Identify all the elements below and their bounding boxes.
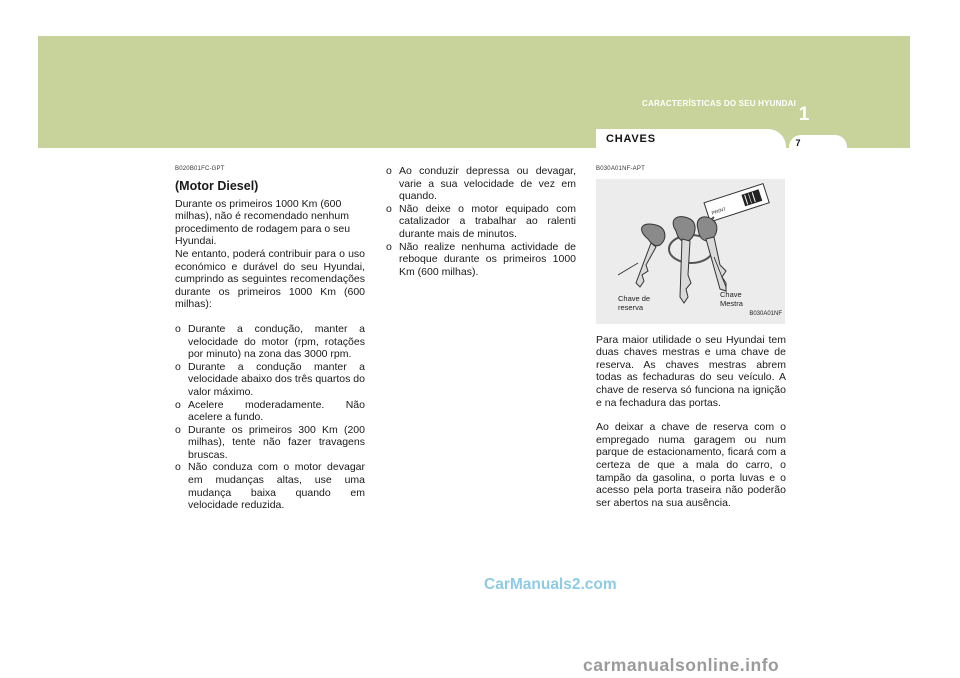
tag-text: PRINT [710, 206, 728, 217]
list-item [175, 323, 365, 361]
bullet-marker: o [386, 202, 392, 215]
bullet-marker: o [175, 360, 181, 373]
list-item-text: Não deixe o motor equipado com catalizador a trabalhar ao ralenti durante mais de minutos. [399, 202, 576, 240]
break-in-list [175, 323, 365, 512]
reference-code: B020B01FC-GPT [175, 166, 225, 172]
list-item [175, 424, 365, 462]
reference-code: B030A01NF-APT [596, 166, 645, 172]
list-item-text: Durante os primeiros 300 Km (200 milhas), tente não fazer travagens bruscas. [188, 423, 365, 461]
keys-illustration [596, 179, 785, 324]
section-number: 1 [798, 104, 810, 125]
site-watermark: CarManuals2.com [484, 576, 617, 593]
column-left [175, 163, 365, 512]
list-item-text: Não realize nenhuma actividade de reboque durante os primeiros 1000 Km (600 milhas). [399, 240, 576, 278]
footer-watermark: carmanualsonline.info [583, 655, 780, 675]
section-tab [596, 129, 786, 149]
list-item-text: Durante a condução manter a velocidade abaixo dos três quartos do valor máximo. [188, 360, 365, 398]
column-heading: (Motor Diesel) [175, 178, 259, 193]
intro-line: Durante os primeiros 1000 Km (600 [175, 197, 342, 210]
list-item [386, 165, 576, 203]
column-right [596, 163, 786, 509]
spare-key-paragraph: Ao deixar a chave de reserva com o empregado numa garagem ou num parque de estacionamento, ficará com a certeza de que a mala do carro, o tampão da gasolina, o porta luvas e o acesso pela porta traseira não poderão ser abertos na sua ausência. [596, 421, 786, 509]
bullet-marker: o [386, 240, 392, 253]
key-tag [704, 183, 769, 221]
recommendation-paragraph: Ne entanto, poderá contribuir para o uso económico e durável do seu Hyundai, cumprindo as seguintes recomendações durante os primeiros 1000 Km (600 milhas): [175, 247, 365, 311]
list-item [386, 241, 576, 279]
list-item [175, 461, 365, 511]
master-key-label: Chave Mestra [720, 289, 743, 308]
spare-key-label: Chave de reserva [618, 293, 651, 312]
list-item-text: Acelere moderadamente. Não acelere a fundo. [188, 398, 365, 424]
intro-line: Hyundai. [175, 235, 217, 248]
tab-label: CHAVES [606, 133, 656, 145]
figure-code: B030A01NF [749, 311, 782, 317]
keys-paragraph: Para maior utilidade o seu Hyundai tem duas chaves mestras e uma chave de reserva. As chaves mestras abrem todas as fechaduras do seu veículo. A chave de reserva só funciona na ignição e na fechadura das portas. [596, 333, 786, 409]
list-item-text: Ao conduzir depressa ou devagar, varie a sua velocidade de vez em quando. [399, 165, 576, 203]
header-band [38, 36, 910, 148]
bullet-marker: o [386, 165, 392, 177]
column-middle [386, 165, 576, 278]
list-item-text: Não conduza com o motor devagar em mudanças altas, use uma mudança baixa quando em velocidade reduzida. [188, 461, 365, 512]
spare-key [636, 224, 665, 287]
master-key [697, 216, 726, 290]
list-item [175, 399, 365, 424]
section-title: CARACTERÍSTICAS DO SEU HYUNDAI [641, 99, 796, 108]
bullet-marker: o [175, 423, 181, 436]
intro-line: procedimento de rodagem para o seu [175, 222, 351, 235]
bullet-marker: o [175, 398, 181, 411]
driving-list [386, 165, 576, 278]
page-number: 7 [795, 138, 801, 148]
list-item [175, 361, 365, 399]
bullet-marker: o [175, 461, 181, 474]
intro-line: milhas), não é recomendado nenhum [175, 210, 349, 223]
list-item-text: Durante a condução, manter a velocidade do motor (rpm, rotações por minuto) na zona das 3000 rpm. [188, 322, 365, 361]
leader-line [618, 263, 638, 275]
intro-paragraph [175, 198, 365, 248]
list-item [386, 203, 576, 241]
bullet-marker: o [175, 322, 181, 335]
